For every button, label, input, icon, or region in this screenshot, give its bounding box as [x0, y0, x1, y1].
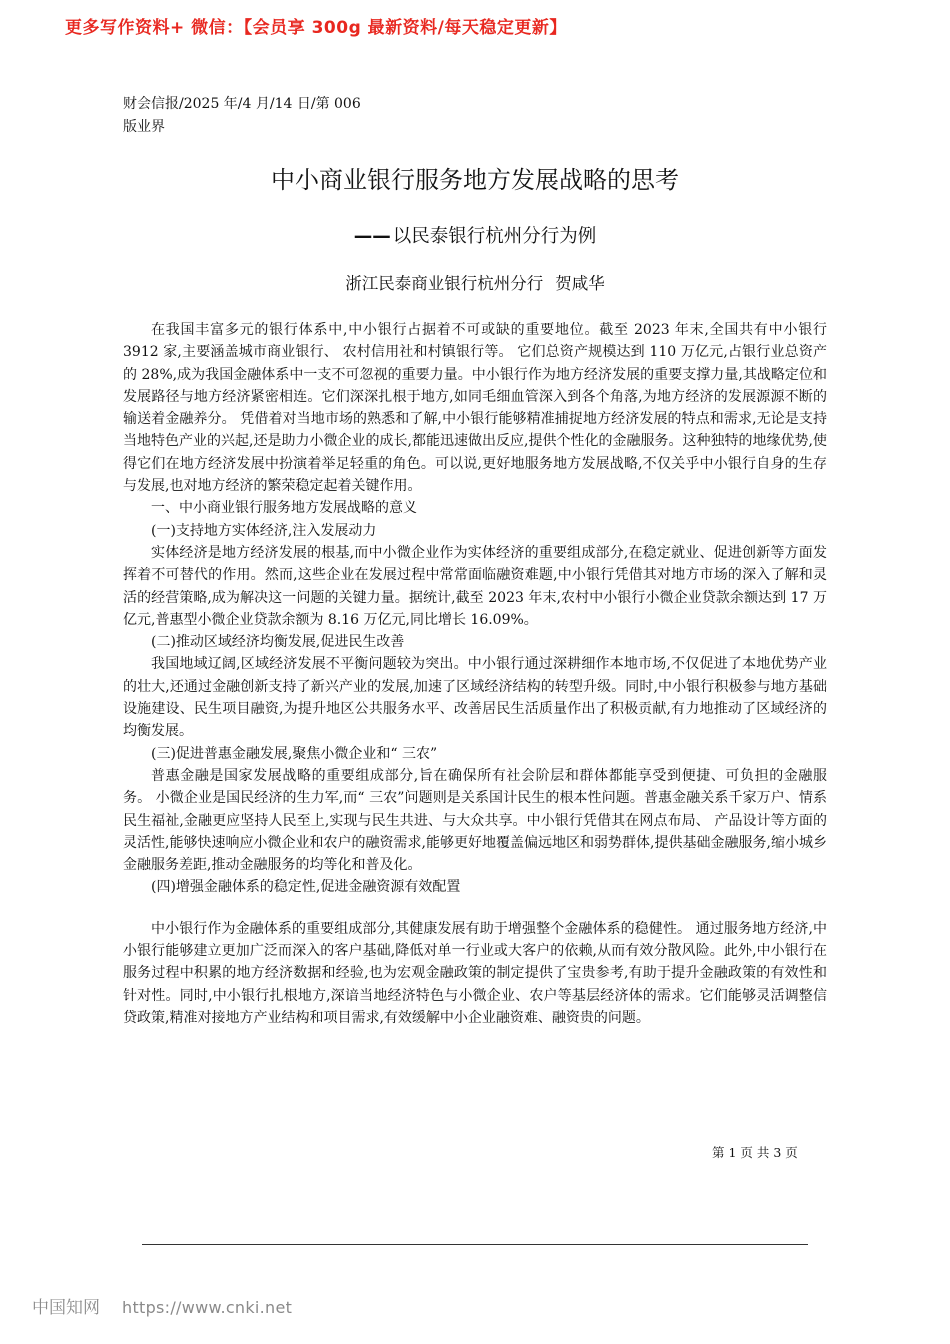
promo-banner: 更多写作资料+ 微信：【会员享 300g 最新资料/每天稳定更新】	[65, 18, 567, 38]
paragraph: 普惠金融是国家发展战略的重要组成部分,旨在确保所有社会阶层和群体都能享受到便捷、可负担的金融服务。 小微企业是国民经济的生力军,而“ 三农”问题则是关系国计民生的根本性问题。普惠金融关系千家万户、情系民生福祉,金融更应坚持人民至上,实现与民生共进、与大众共享。中小银行凭借其在网点布局、 产品设计等方面的灵活性,能够快速响应小微企业和农户的融资需求,能够更好地覆盖偏远地区和弱势群体,提供基础金融服务,缩小城乡金融服务差距,推动金融服务的均等化和普及化。	[123, 767, 827, 874]
subsection-heading-4: (四)增强金融体系的稳定性,促进金融资源有效配置	[151, 879, 461, 896]
paragraph: 实体经济是地方经济发展的根基,而中小微企业作为实体经济的重要组成部分,在稳定就业、促进创新等方面发挥着不可替代的作用。然而,这些企业在发展过程中常常面临融资难题,中小银行凭借其对地方市场的深入了解和灵活的经营策略,成为解决这一问题的关键力量。据统计,截至 2023 年末,农村中小银行小微企业贷款余额达到 17 万亿元,普惠型小微企业贷款余额为 8.16 万亿元,同比增长 16.09%。	[123, 544, 827, 628]
article-source	[123, 93, 361, 139]
subsection-heading-3: (三)促进普惠金融发展,聚焦小微企业和“ 三农”	[151, 745, 438, 762]
article-title: 中小商业银行服务地方发展战略的思考	[271, 166, 679, 194]
section-heading: 一、中小商业银行服务地方发展战略的意义	[151, 500, 417, 517]
subsection-heading-2: (二)推动区域经济均衡发展,促进民生改善	[151, 634, 405, 651]
cnki-url[interactable]: https://www.cnki.net	[122, 1298, 293, 1317]
footer-watermark	[32, 1293, 292, 1318]
article-subtitle	[0, 222, 950, 248]
author-name: 贺咸华	[555, 274, 605, 293]
author-line	[0, 270, 950, 294]
subtitle-dash: ——	[353, 226, 391, 247]
footer-divider	[142, 1244, 808, 1245]
cnki-logo-text: 中国知网	[32, 1298, 100, 1318]
source-line-2: 版业界	[123, 119, 165, 135]
subsection-heading-1: (一)支持地方实体经济,注入发展动力	[151, 522, 377, 539]
subtitle-text: 以民泰银行杭州分行为例	[392, 226, 597, 247]
paragraph-intro: 在我国丰富多元的银行体系中,中小银行占据着不可或缺的重要地位。截至 2023 年末,全国共有中小银行 3912 家,主要涵盖城市商业银行、 农村信用社和村镇银行等。 它们总资产规模达到 110 万亿元,占银行业总资产的 28%,成为我国金融体系中一支不可忽视的重要力量。中小银行作为地方经济发展的重要支撑力量,其战略定位和发展路径与地方经济紧密相连。它们深深扎根于地方,如同毛细血管深入到各个角落,为地方经济的发展源源不断的输送着金融养分。 凭借着对当地市场的熟悉和了解,中小银行能够精准捕捉地方经济发展的特点和需求,无论是支持当地特色产业的兴起,还是助力小微企业的成长,都能迅速做出反应,提供个性化的金融服务。这种独特的地缘优势,使得它们在地方经济发展中扮演着举足轻重的角色。可以说,更好地服务地方发展战略,不仅关乎中小银行自身的生存与发展,也对地方经济的繁荣稳定起着关键作用。	[123, 322, 827, 495]
paragraph: 中小银行作为金融体系的重要组成部分,其健康发展有助于增强整个金融体系的稳健性。 通过服务地方经济,中小银行能够建立更加广泛而深入的客户基础,降低对单一行业或大客户的依赖,从而有效分散风险。此外,中小银行在服务过程中积累的地方经济数据和经验,也为宏观金融政策的制定提供了宝贵参考,有助于提升金融政策的有效性和针对性。同时,中小银行扎根地方,深谙当地经济特色与小微企业、农户等基层经济体的需求。它们能够灵活调整信贷政策,精准对接地方产业结构和项目需求,有效缓解中小企业融资难、融资贵的问题。	[123, 920, 827, 1026]
source-line-1: 财会信报/2025 年/4 月/14 日/第 006	[123, 96, 361, 112]
paragraph: 我国地域辽阔,区域经济发展不平衡问题较为突出。中小银行通过深耕细作本地市场,不仅促进了本地优势产业的壮大,还通过金融创新支持了新兴产业的发展,加速了区域经济结构的转型升级。同时,中小银行积极参与地方基础设施建设、民生项目融资,为提升地区公共服务水平、改善居民生活质量作出了积极贡献,有力地推动了区域经济的均衡发展。	[123, 656, 827, 740]
page-number: 第 1 页 共 3 页	[712, 1145, 798, 1160]
article-body	[123, 319, 827, 1029]
author-org: 浙江民泰商业银行杭州分行	[345, 274, 544, 293]
